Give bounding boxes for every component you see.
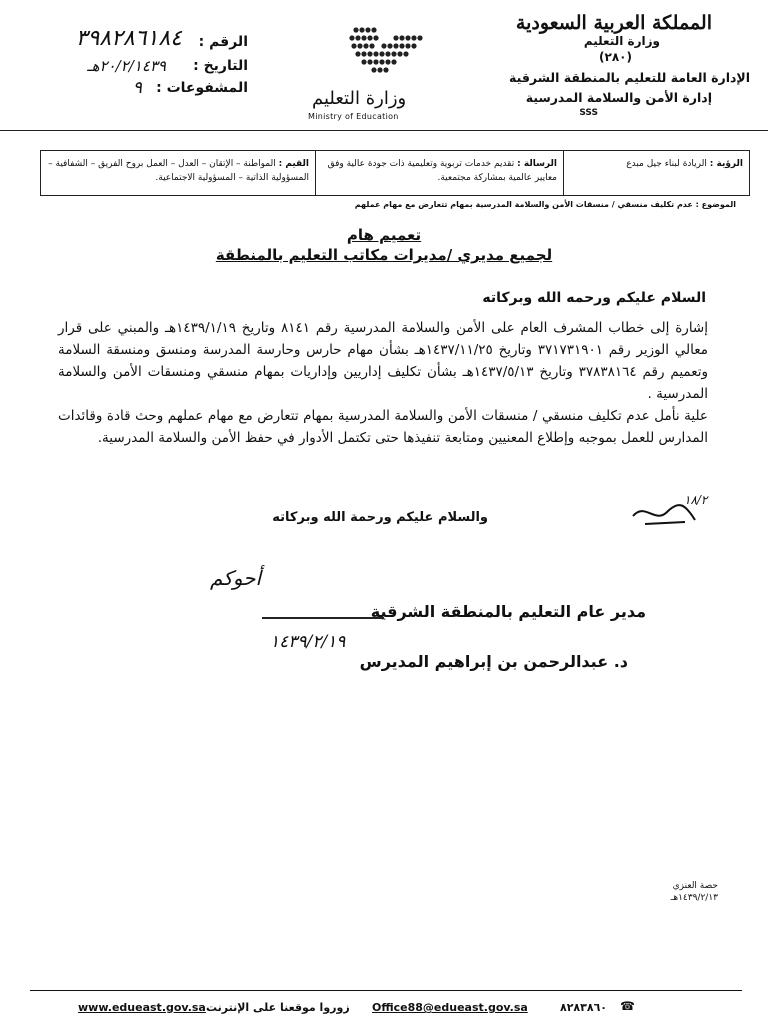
handwritten-date: ١٤٣٩/٢/١٩ bbox=[270, 632, 346, 652]
vision-mission-values-box bbox=[40, 150, 750, 196]
signature-strike bbox=[262, 617, 384, 619]
letter-body bbox=[58, 317, 708, 449]
email-link[interactable]: Office88@edueast.gov.sa bbox=[372, 1001, 528, 1014]
phone-icon: ☎ bbox=[620, 999, 635, 1013]
date-value: ٢٠/٢/١٤٣٩هـ bbox=[87, 57, 166, 75]
logo-arabic-text: وزارة التعليم bbox=[312, 88, 407, 109]
visit-text: زوروا موقعنا على الإنترنت bbox=[206, 1001, 350, 1014]
kingdom-name: المملكة العربية السعودية bbox=[515, 12, 712, 34]
mission-text: تقديم خدمات تربوية وتعليمية ذات جودة عالية وفق معايير عالمية بمشاركة مجتمعية. bbox=[327, 159, 557, 183]
ref-value: ٣٩٨٢٨٦١٨٤ bbox=[75, 26, 182, 51]
footer-divider bbox=[30, 990, 742, 991]
mission-cell bbox=[315, 151, 563, 195]
dept-code: SSS bbox=[579, 108, 598, 118]
phone-number: ٨٢٨٣٨٦٠ bbox=[560, 1001, 607, 1014]
attach-value: ٩ bbox=[132, 78, 142, 98]
body-paragraph-2: علية نأمل عدم تكليف منسقي / منسقات الأمن والسلامة المدرسية بمهام تتعارض مع مهام عملهم وحث قادة وقائدات المدارس للعمل بموجبه وإطلاع المعنيين ومتابعة تنفيذها حتى تكتمل الأدوار في حفظ الأمن والسلامة المدرسية. bbox=[58, 408, 708, 446]
vision-text: الريادة لبناء جيل مبدع bbox=[626, 159, 707, 169]
typist-date: ١٤٣٩/٢/١٣هـ bbox=[670, 893, 718, 903]
header-divider bbox=[0, 130, 768, 131]
ministry-name: وزارة التعليم bbox=[583, 34, 660, 48]
signatory-title: مدير عام التعليم بالمنطقة الشرقية bbox=[370, 602, 646, 621]
date-label: التاريخ : bbox=[193, 58, 248, 74]
website-link[interactable]: www.edueast.gov.sa bbox=[78, 1001, 206, 1014]
security-admin-name: إدارة الأمن والسلامة المدرسية bbox=[525, 90, 712, 105]
mission-label: الرسالة : bbox=[517, 159, 557, 169]
values-label: القيم : bbox=[278, 159, 309, 169]
reference-block bbox=[18, 26, 248, 106]
initial-date: ١٨/٢ bbox=[684, 493, 708, 507]
typist-info bbox=[671, 880, 718, 904]
closing-salutation: والسلام عليكم ورحمة الله وبركاته bbox=[272, 510, 488, 525]
vision-label: الرؤية : bbox=[709, 159, 743, 169]
typist-name: حصة العنزي bbox=[672, 881, 718, 891]
subject-line: الموضوع : عدم تكليف منسقي / منسقات الأمن والسلامة المدرسية بمهام تتعارض مع مهام عملهم bbox=[354, 200, 736, 209]
circular-title: تعميم هام bbox=[346, 226, 422, 244]
body-paragraph-1: إشارة إلى خطاب المشرف العام على الأمن والسلامة المدرسية رقم ٨١٤١ وتاريخ ١٤٣٩/١/١٩هـ والمبني على قرار معالي الوزير رقم ٣٧١٧٣١٩٠١ وتاريخ ١٤٣٧/١١/٢٥هـ بشأن مهام حارس وحارسة المدرسة ومنسق ومنسقة السلامة وتعميم رقم ٣٧٨٣٨١٦٤ وتاريخ ١٤٣٧/٥/١٣هـ بشأن تكليف إداريين وإداريات بمهام منسقي ومنسقات الأمن والسلامة المدرسية . bbox=[58, 320, 708, 402]
general-admin-name: الإدارة العامة للتعليم بالمنطقة الشرقية bbox=[509, 70, 750, 85]
admin-number: (٢٨٠) bbox=[599, 50, 632, 64]
vision-cell bbox=[563, 151, 749, 195]
logo-english-text: Ministry of Education bbox=[308, 112, 399, 121]
handwritten-approval: أحوكم bbox=[210, 566, 262, 590]
greeting: السلام عليكم ورحمه الله وبركاته bbox=[482, 290, 706, 306]
ref-label: الرقم : bbox=[198, 34, 248, 50]
signatory-name: د. عبدالرحمن بن إبراهيم المديرس bbox=[359, 652, 628, 671]
attach-label: المشفوعات : bbox=[156, 80, 248, 96]
values-cell bbox=[41, 151, 315, 195]
circular-recipients: لجميع مديري /مديرات مكاتب التعليم بالمنطقة bbox=[215, 246, 553, 264]
values-text: المواطنة – الإتقان – العدل – العمل بروح الفريق – الشفافية – المسؤولية الذاتية – المسؤولية الاجتماعية. bbox=[48, 159, 309, 183]
